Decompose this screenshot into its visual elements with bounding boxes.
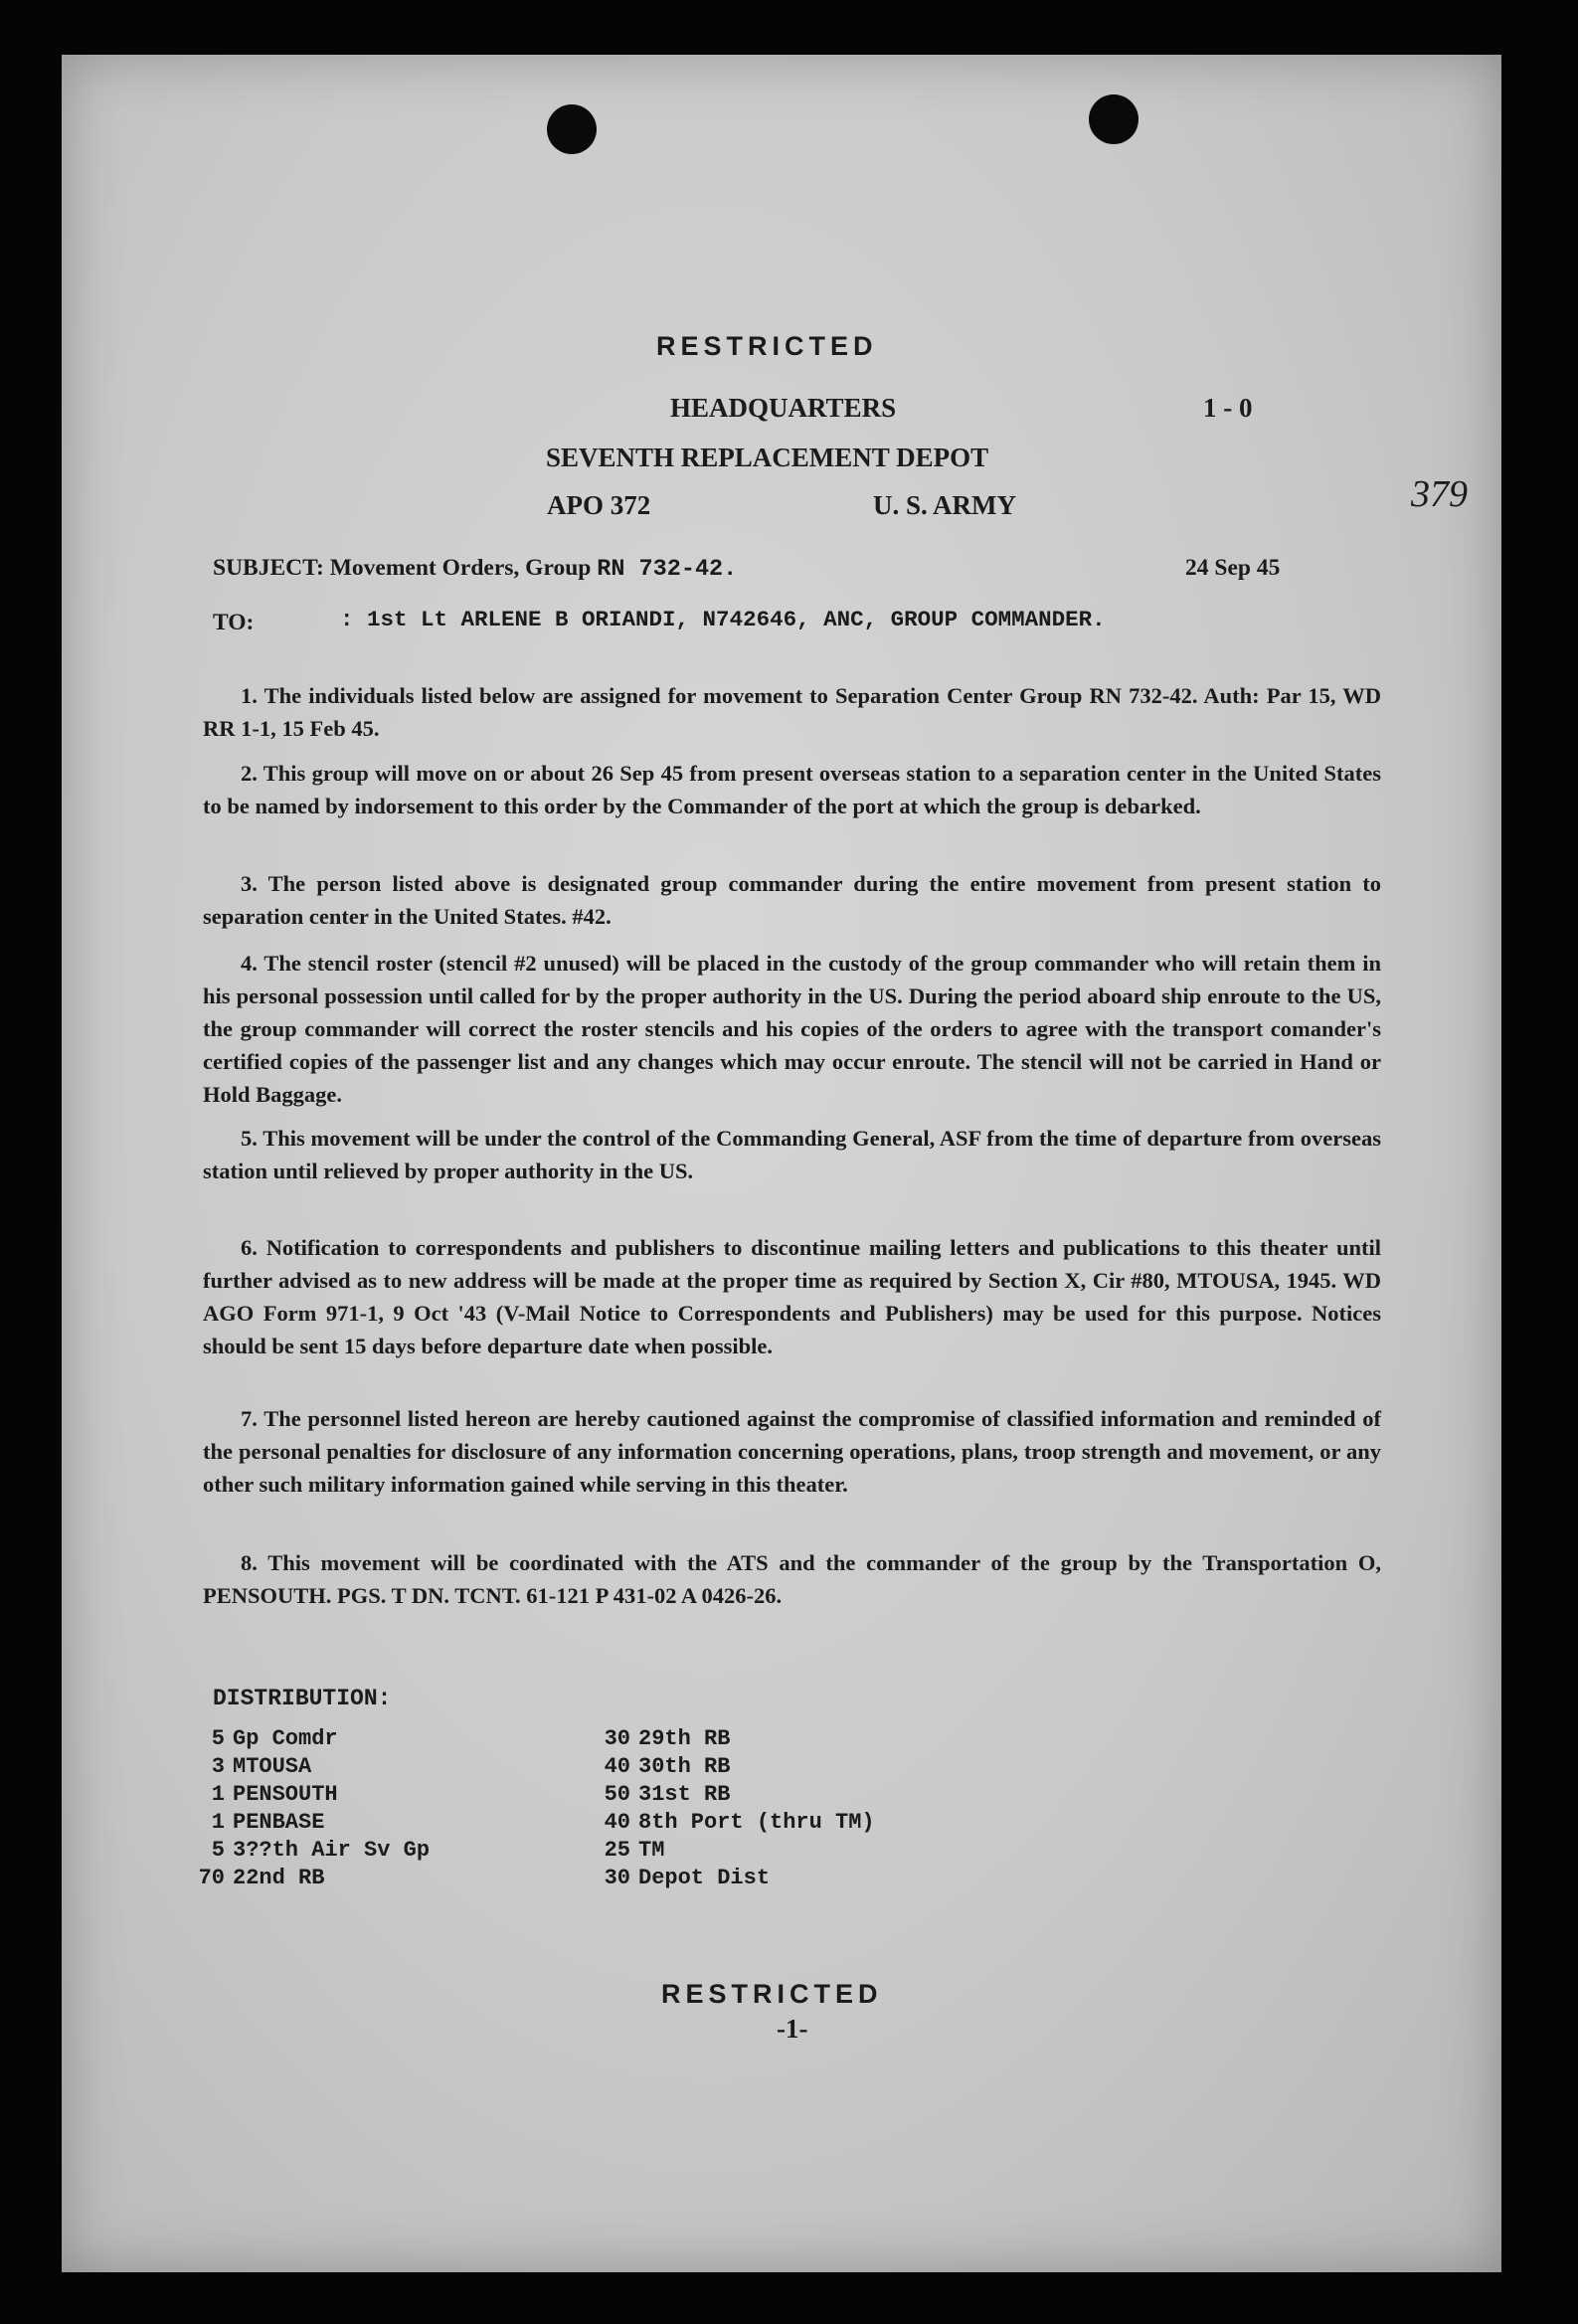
distribution-row — [191, 1725, 430, 1753]
distribution-count: 1 — [211, 1782, 225, 1807]
distribution-row — [597, 1865, 875, 1892]
subject-label: SUBJECT: — [213, 555, 324, 581]
subject-date: 24 Sep 45 — [1185, 555, 1281, 581]
distribution-list-left — [191, 1725, 430, 1892]
subject-group-number: RN 732-42. — [597, 556, 738, 583]
distribution-count: 50 — [604, 1782, 630, 1807]
document-page — [62, 55, 1501, 2272]
distribution-unit: 22nd RB — [233, 1866, 325, 1890]
paragraph-2 — [203, 757, 1381, 822]
paragraph-number: 7. — [241, 1406, 258, 1431]
classification-top: RESTRICTED — [656, 331, 878, 361]
paragraph-text: This group will move on or about 26 Sep 45 from present overseas station to a separation center in the United States to be named by indorsement to this order by the Commander of the port at which the group is debarked. — [203, 761, 1381, 818]
org-headquarters: HEADQUARTERS — [670, 393, 897, 423]
distribution-unit: PENSOUTH — [233, 1782, 338, 1807]
paragraph-text: The stencil roster (stencil #2 unused) will be placed in the custody of the group commander who will retain them in his personal possession until called for by the proper authority in the US. During the period aboard ship enroute to the US, the group commander will correct the roster stencils and his copies of the orders to agree with the transport comander's certified copies of the passenger list and any changes which may occur enroute. The stencil will not be carried in Hand or Hold Baggage. — [203, 951, 1382, 1107]
distribution-row — [191, 1865, 430, 1892]
subject-line — [213, 552, 737, 586]
distribution-count: 1 — [211, 1810, 225, 1835]
distribution-row — [191, 1809, 430, 1837]
paragraph-number: 3. — [241, 871, 258, 896]
army-label: U. S. ARMY — [873, 490, 1017, 520]
paragraph-number: 5. — [241, 1126, 258, 1151]
paragraph-6 — [203, 1231, 1381, 1362]
distribution-row — [597, 1781, 875, 1809]
to-label: TO: — [213, 610, 255, 635]
distribution-count: 30 — [604, 1866, 630, 1890]
org-depot-name: SEVENTH REPLACEMENT DEPOT — [546, 443, 989, 472]
paragraph-7 — [203, 1402, 1381, 1501]
distribution-row — [191, 1837, 430, 1865]
paragraph-number: 2. — [241, 761, 258, 786]
distribution-count: 3 — [211, 1754, 225, 1779]
distribution-count: 25 — [604, 1838, 630, 1863]
distribution-unit: 8th Port (thru TM) — [638, 1810, 875, 1835]
distribution-unit: 29th RB — [638, 1726, 731, 1751]
distribution-count: 30 — [604, 1726, 630, 1751]
distribution-title: DISTRIBUTION: — [213, 1686, 392, 1711]
apo-number: APO 372 — [547, 490, 651, 520]
distribution-unit: 31st RB — [638, 1782, 731, 1807]
distribution-count: 5 — [211, 1838, 225, 1863]
distribution-row — [597, 1753, 875, 1781]
paragraph-text: This movement will be coordinated with the ATS and the commander of the group by the Transportation O, PENSOUTH. PGS. T DN. TCNT. 61-121 P 431-02 A 0426-26. — [203, 1550, 1382, 1608]
distribution-count: 40 — [604, 1810, 630, 1835]
paragraph-number: 4. — [241, 951, 258, 976]
paragraph-number: 1. — [241, 683, 258, 708]
distribution-unit: TM — [638, 1838, 665, 1863]
paragraph-8 — [203, 1546, 1381, 1612]
paragraph-text: The personnel listed hereon are hereby cautioned against the compromise of classified information and reminded of the personal penalties for disclosure of any information concerning operations, plans, troop strength and movement, or any other such military information gained while serving in this theater. — [203, 1406, 1382, 1497]
punch-hole-right — [1089, 94, 1139, 144]
punch-hole-left — [547, 104, 597, 154]
paragraph-text: The individuals listed below are assigned for movement to Separation Center Group RN 732-42. Auth: Par 15, WD RR 1-1, 15 Feb 45. — [203, 683, 1382, 741]
paragraph-text: The person listed above is designated group commander during the entire movement from present station to separation center in the United States. #42. — [203, 871, 1381, 929]
distribution-count: 40 — [604, 1754, 630, 1779]
distribution-unit: Gp Comdr — [233, 1726, 338, 1751]
distribution-row — [597, 1725, 875, 1753]
paragraph-5 — [203, 1122, 1381, 1187]
distribution-unit: PENBASE — [233, 1810, 325, 1835]
file-code: 1 - 0 — [1203, 393, 1253, 423]
distribution-unit: Depot Dist — [638, 1866, 771, 1890]
paragraph-number: 8. — [241, 1550, 258, 1575]
distribution-list-right — [597, 1725, 875, 1892]
distribution-row — [597, 1837, 875, 1865]
distribution-row — [191, 1753, 430, 1781]
distribution-unit: 3??th Air Sv Gp — [233, 1838, 431, 1863]
paragraph-1 — [203, 679, 1381, 745]
page-stamp-number: 379 — [1411, 473, 1468, 515]
distribution-row — [597, 1809, 875, 1837]
distribution-unit: MTOUSA — [233, 1754, 312, 1779]
distribution-row — [191, 1781, 430, 1809]
paragraph-number: 6. — [241, 1235, 258, 1260]
paragraph-4 — [203, 947, 1381, 1111]
classification-bottom: RESTRICTED — [661, 1979, 883, 2009]
paragraph-text: Notification to correspondents and publishers to discontinue mailing letters and publications to this theater until further advised as to new address will be made at the proper time as required by Section X, Cir #80, MTOUSA, 1945. WD AGO Form 971-1, 9 Oct '43 (V-Mail Notice to Correspondents and Publishers) may be used for this purpose. Notices should be sent 15 days before departure date when possible. — [203, 1235, 1381, 1358]
subject-text: Movement Orders, Group — [329, 555, 592, 581]
to-addressee: : 1st Lt ARLENE B ORIANDI, N742646, ANC, GROUP COMMANDER. — [340, 607, 1106, 632]
paragraph-3 — [203, 867, 1381, 933]
distribution-count: 70 — [198, 1866, 225, 1890]
distribution-count: 5 — [211, 1726, 225, 1751]
distribution-unit: 30th RB — [638, 1754, 731, 1779]
paragraph-text: This movement will be under the control of the Commanding General, ASF from the time of departure from overseas station until relieved by proper authority in the US. — [203, 1126, 1381, 1183]
page-number: -1- — [777, 2014, 808, 2044]
